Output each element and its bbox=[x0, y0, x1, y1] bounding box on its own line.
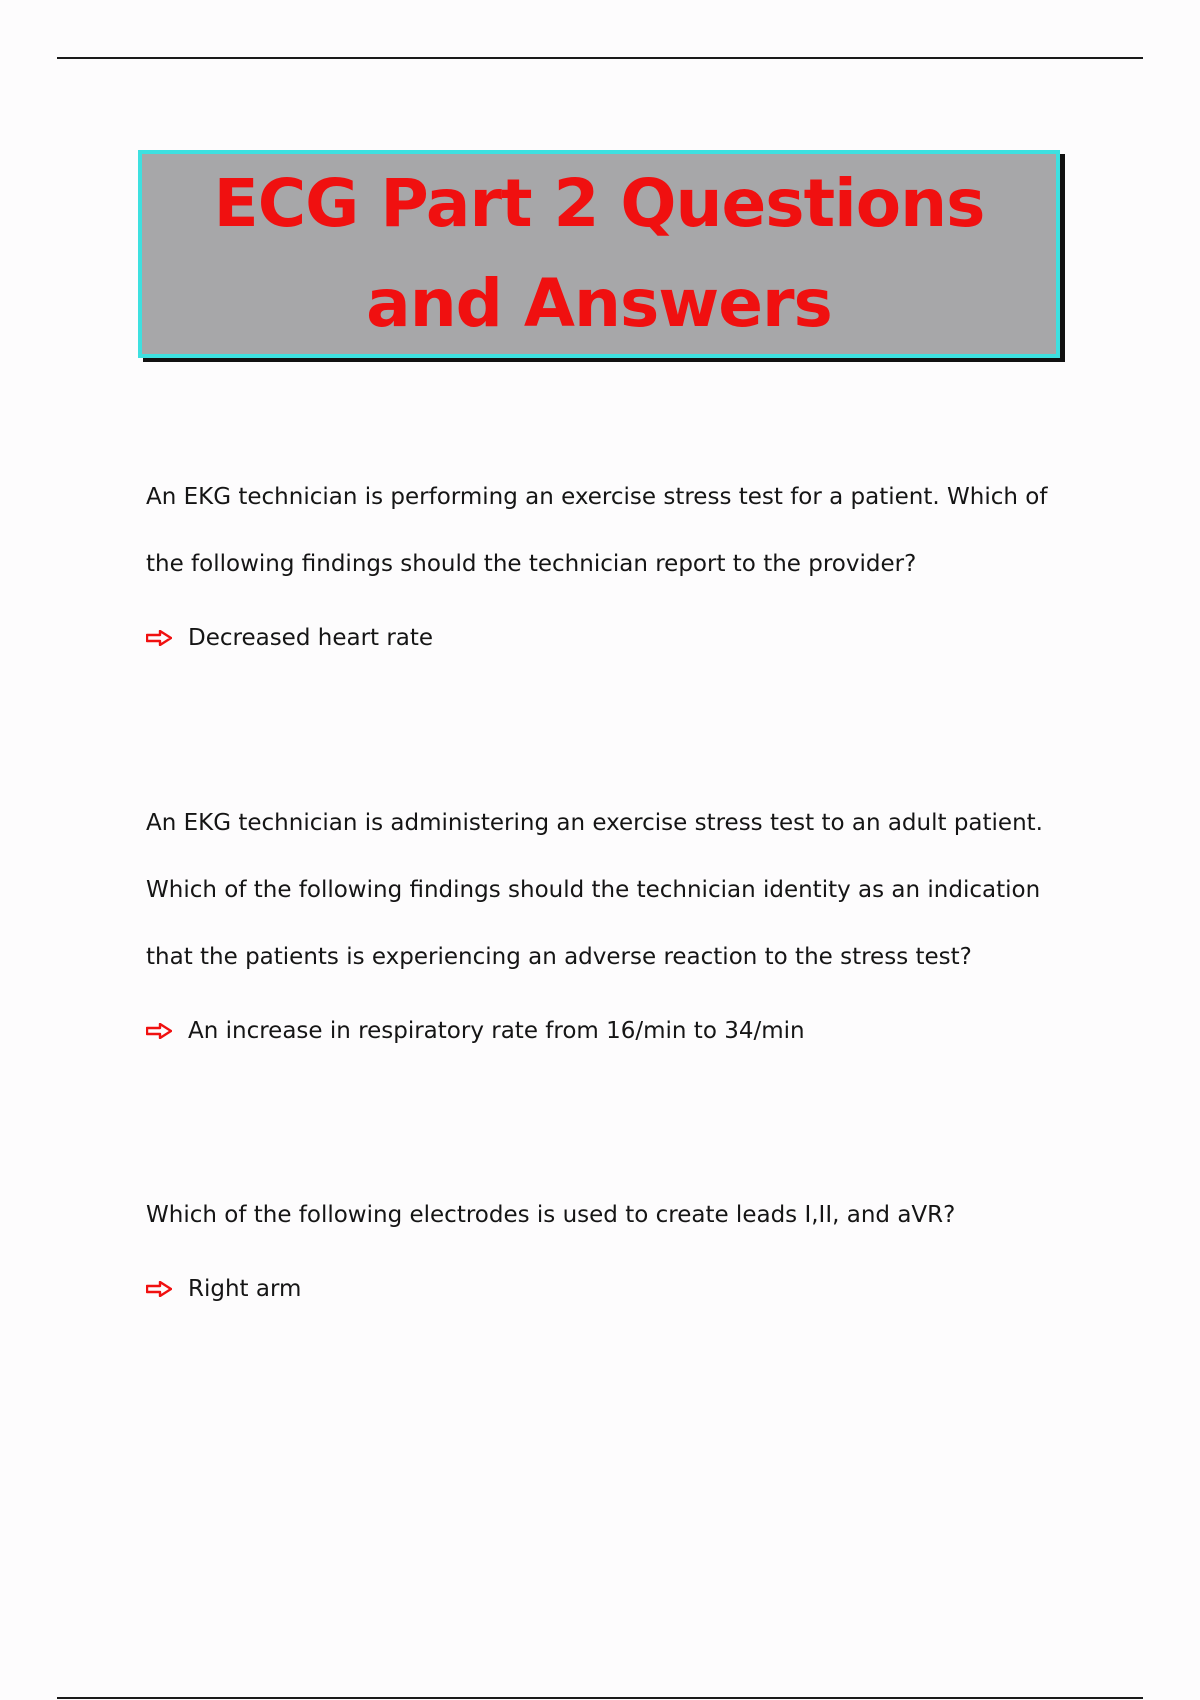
answer-row bbox=[146, 618, 1076, 658]
top-divider bbox=[57, 57, 1143, 59]
arrow-icon bbox=[146, 1281, 172, 1297]
answer-row bbox=[146, 1011, 1076, 1051]
answer-text: An increase in respiratory rate from 16/min to 34/min bbox=[188, 1018, 805, 1044]
qa-item bbox=[146, 1182, 1076, 1309]
document-title: ECG Part 2 Questions and Answers bbox=[213, 165, 985, 342]
title-banner bbox=[138, 150, 1060, 358]
answer-text: Right arm bbox=[188, 1276, 302, 1302]
question-text: Which of the following electrodes is used to create leads I,II, and aVR? bbox=[146, 1202, 956, 1228]
qa-item bbox=[146, 464, 1076, 658]
bottom-divider bbox=[57, 1697, 1143, 1699]
question-text: An EKG technician is performing an exercise stress test for a patient. Which of the following findings should the technician report to the provider? bbox=[146, 484, 1048, 577]
question-text: An EKG technician is administering an exercise stress test to an adult patient. Which of the following findings should the technician identity as an indication that the patients is experiencing an adverse reaction to the stress test? bbox=[146, 810, 1043, 970]
answer-text: Decreased heart rate bbox=[188, 625, 434, 651]
qa-item bbox=[146, 790, 1076, 1051]
answer-row bbox=[146, 1269, 1076, 1309]
arrow-icon bbox=[146, 630, 172, 646]
arrow-icon bbox=[146, 1023, 172, 1039]
